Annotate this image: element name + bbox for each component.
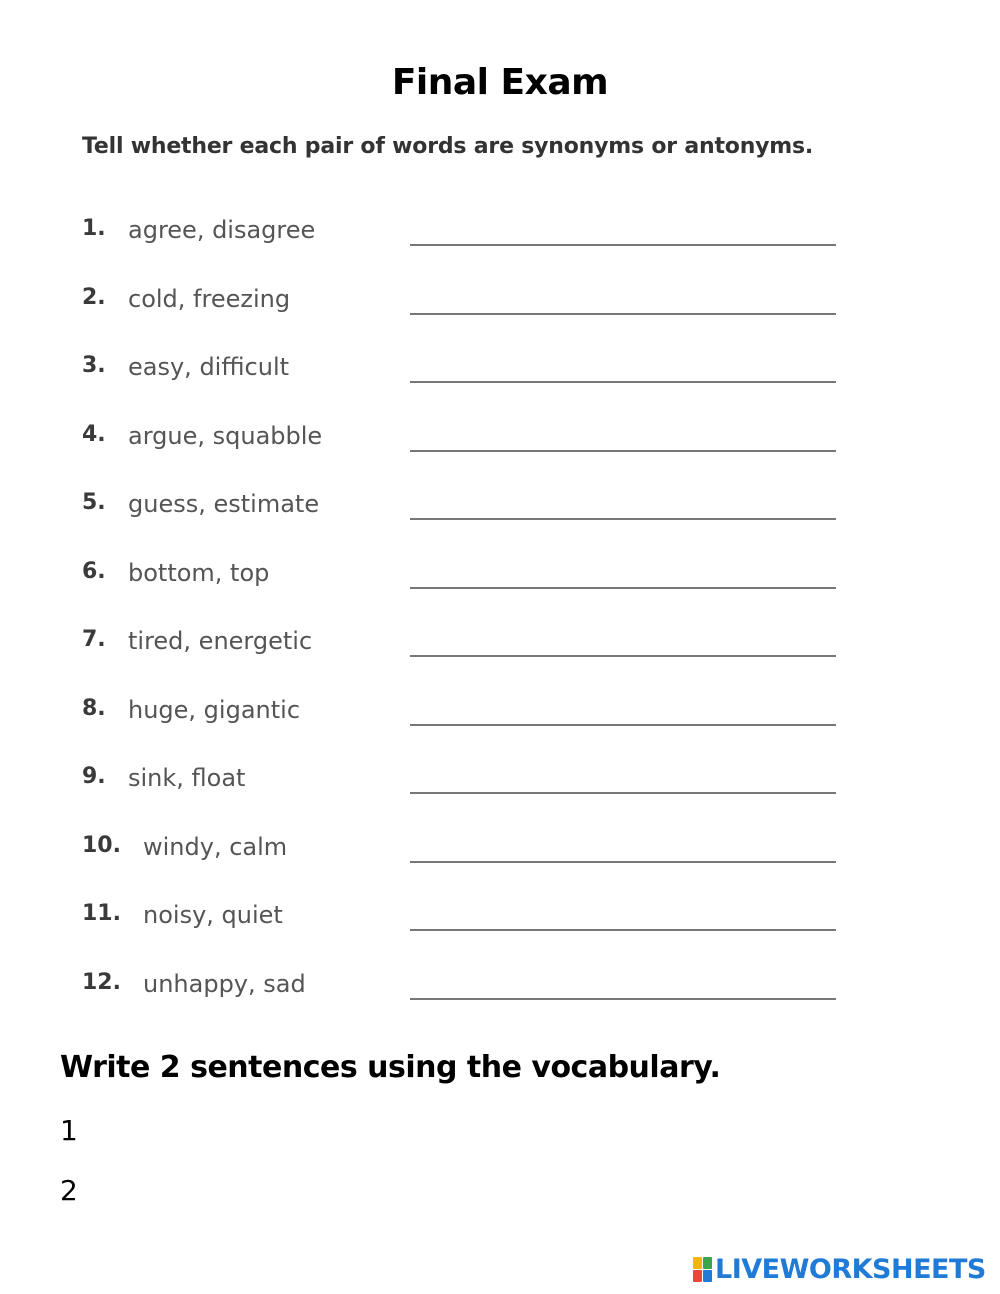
page-title: Final Exam: [391, 62, 609, 103]
word-pair: unhappy, sad: [143, 969, 306, 998]
question-number: 10.: [82, 832, 121, 858]
sentence-number-1: 1: [60, 1114, 78, 1147]
word-pair: cold, freezing: [128, 284, 291, 313]
instructions: Tell whether each pair of words are synonyms or antonyms.: [82, 134, 814, 159]
word-pair: easy, difficult: [128, 353, 290, 381]
question-row: [0, 559, 1000, 599]
word-pair: bottom, top: [128, 558, 270, 587]
question-number: 7.: [82, 627, 106, 652]
word-pair: huge, gigantic: [128, 695, 301, 724]
answer-line[interactable]: [410, 724, 836, 726]
question-number: 11.: [82, 901, 121, 926]
word-pair: agree, disagree: [128, 216, 316, 244]
question-row: [0, 901, 1000, 941]
brand-text: LIVEWORKSHEETS: [715, 1253, 986, 1285]
question-row: [0, 627, 1000, 667]
question-row: [0, 764, 1000, 804]
word-pair: sink, float: [128, 764, 246, 792]
question-number: 4.: [82, 421, 106, 447]
question-row: [0, 422, 1000, 462]
question-row: [0, 285, 1000, 325]
sentence-number-2: 2: [60, 1174, 78, 1207]
question-row: [0, 833, 1000, 873]
question-row: [0, 696, 1000, 736]
question-row: [0, 490, 1000, 530]
answer-line[interactable]: [410, 587, 836, 589]
section-heading: Write 2 sentences using the vocabulary.: [60, 1050, 721, 1085]
question-number: 1.: [82, 216, 106, 241]
answer-line[interactable]: [410, 381, 836, 383]
liveworksheets-logo-icon: [693, 1256, 713, 1282]
word-pair: guess, estimate: [128, 490, 320, 518]
liveworksheets-logo: [693, 1252, 986, 1286]
answer-line[interactable]: [410, 450, 836, 452]
answer-line[interactable]: [410, 244, 836, 246]
question-number: 6.: [82, 558, 106, 584]
answer-line[interactable]: [410, 998, 836, 1000]
answer-line[interactable]: [410, 518, 836, 520]
answer-line[interactable]: [410, 792, 836, 794]
answer-line[interactable]: [410, 929, 836, 931]
question-row: [0, 353, 1000, 393]
question-number: 3.: [82, 353, 106, 378]
question-number: 2.: [82, 284, 106, 310]
word-pair: windy, calm: [143, 832, 288, 861]
word-pair: noisy, quiet: [143, 901, 283, 929]
word-pair: tired, energetic: [128, 627, 313, 655]
answer-line[interactable]: [410, 861, 836, 863]
question-number: 8.: [82, 695, 106, 721]
answer-line[interactable]: [410, 655, 836, 657]
question-number: 9.: [82, 764, 106, 789]
question-row: [0, 970, 1000, 1010]
question-number: 12.: [82, 969, 121, 995]
answer-line[interactable]: [410, 313, 836, 315]
word-pair: argue, squabble: [128, 421, 323, 450]
question-number: 5.: [82, 490, 106, 515]
question-row: [0, 216, 1000, 256]
